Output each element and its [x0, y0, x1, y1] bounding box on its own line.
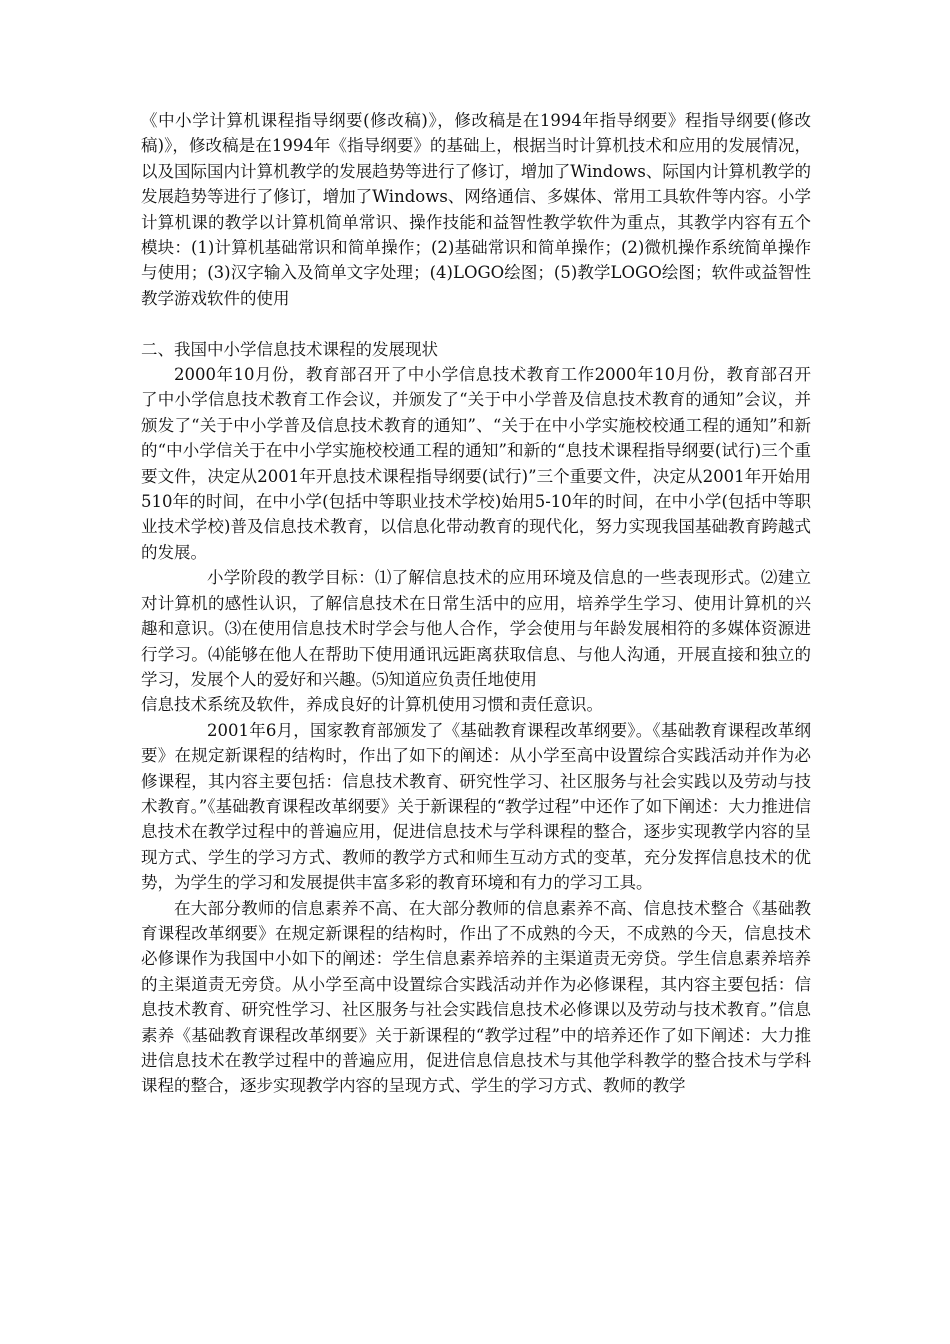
- paragraph-2000-meeting: 2000年10月份，教育部召开了中小学信息技术教育工作2000年10月份，教育部召开了中小学信息技术教育工作会议，并颁发了“关于中小学普及信息技术教育的通知”会议，并颁发了“关于中小学普及信息技术教育的通知”、“关于在中小学实施校校通工程的通知”和新的“中小学信关于在中小学实施校校通工程的通知”和新的“息技术课程指导纲要(试行)三个重要文件，决定从2001年开息技术课程指导纲要(试行)”三个重要文件，决定从2001年开始用510年的时间，在中小学(包括中等职业技术学校)始用5-10年的时间，在中小学(包括中等职业技术学校)普及信息技术教育，以信息化带动教育的现代化，努力实现我国基础教育跨越式的发展。: [141, 365, 811, 562]
- document-body: [141, 108, 811, 1099]
- section-heading: 二、我国中小学信息技术课程的发展现状: [141, 339, 438, 359]
- paragraph-teaching-goals: 小学阶段的教学目标：⑴了解信息技术的应用环境及信息的一些表现形式。⑵建立对计算机的感性认识，了解信息技术在日常生活中的应用，培养学生学习、使用计算机的兴趣和意识。⑶在使用信息技术时学会与他人合作，学会使用与年龄发展相符的多媒体资源进行学习。⑷能够在他人在帮助下使用通讯远距离获取信息、与他人沟通，开展直接和独立的学习，发展个人的爱好和兴趣。⑸知道应负责任地使用: [141, 568, 811, 689]
- blank-line: [141, 311, 811, 336]
- paragraph-2001-reform: 2001年6月，国家教育部颁发了《基础教育课程改革纲要》。《基础教育课程改革纲要》在规定新课程的结构时，作出了如下的阐述：从小学至高中设置综合实践活动并作为必修课程，其内容主要包括：信息技术教育、研究性学习、社区服务与社会实践以及劳动与技术教育。”《基础教育课程改革纲要》关于新课程的“教学过程”中还作了如下阐述：大力推进信息技术在教学过程中的普遍应用，促进信息技术与学科课程的整合，逐步实现教学内容的呈现方式、学生的学习方式、教师的教学方式和师生互动方式的变革，充分发挥信息技术的优势，为学生的学习和发展提供丰富多彩的教育环境和有力的学习工具。: [141, 720, 811, 893]
- paragraph-teaching-goals-continued: 信息技术系统及软件，养成良好的计算机使用习惯和责任意识。: [141, 695, 603, 715]
- paragraph-information-literacy: 在大部分教师的信息素养不高、在大部分教师的信息素养不高、信息技术整合《基础教育课程改革纲要》在规定新课程的结构时，作出了不成熟的今天，不成熟的今天，信息技术必修课作为我国中小如下的阐述：学生信息素养培养的主渠道责无旁贷。学生信息素养培养的主渠道责无旁贷。从小学至高中设置综合实践活动并作为必修课程，其内容主要包括：信息技术教育、研究性学习、社区服务与社会实践信息技术必修课以及劳动与技术教育。”信息素养《基础教育课程改革纲要》关于新课程的“教学过程”中的培养还作了如下阐述：大力推进信息技术在教学过程中的普遍应用，促进信息信息技术与其他学科教学的整合技术与学科课程的整合，逐步实现教学内容的呈现方式、学生的学习方式、教师的教学: [141, 898, 811, 1096]
- paragraph-curriculum-outline: 《中小学计算机课程指导纲要(修改稿)》，修改稿是在1994年指导纲要》程指导纲要(修改稿)》，修改稿是在1994年《指导纲要》的基础上，根据当时计算机技术和应用的发展情况，以及国际国内计算机教学的发展趋势等进行了修订，增加了Windows、际国内计算机教学的发展趋势等进行了修订，增加了Windows、网络通信、多媒体、常用工具软件等内容。小学计算机课的教学以计算机简单常识、操作技能和益智性教学软件为重点，其教学内容有五个模块：(1)计算机基础常识和简单操作；(2)基础常识和简单操作；(2)微机操作系统简单操作与使用；(3)汉字输入及简单文字处理；(4)LOGO绘图；(5)教学LOGO绘图；软件或益智性教学游戏软件的使用: [141, 111, 811, 308]
